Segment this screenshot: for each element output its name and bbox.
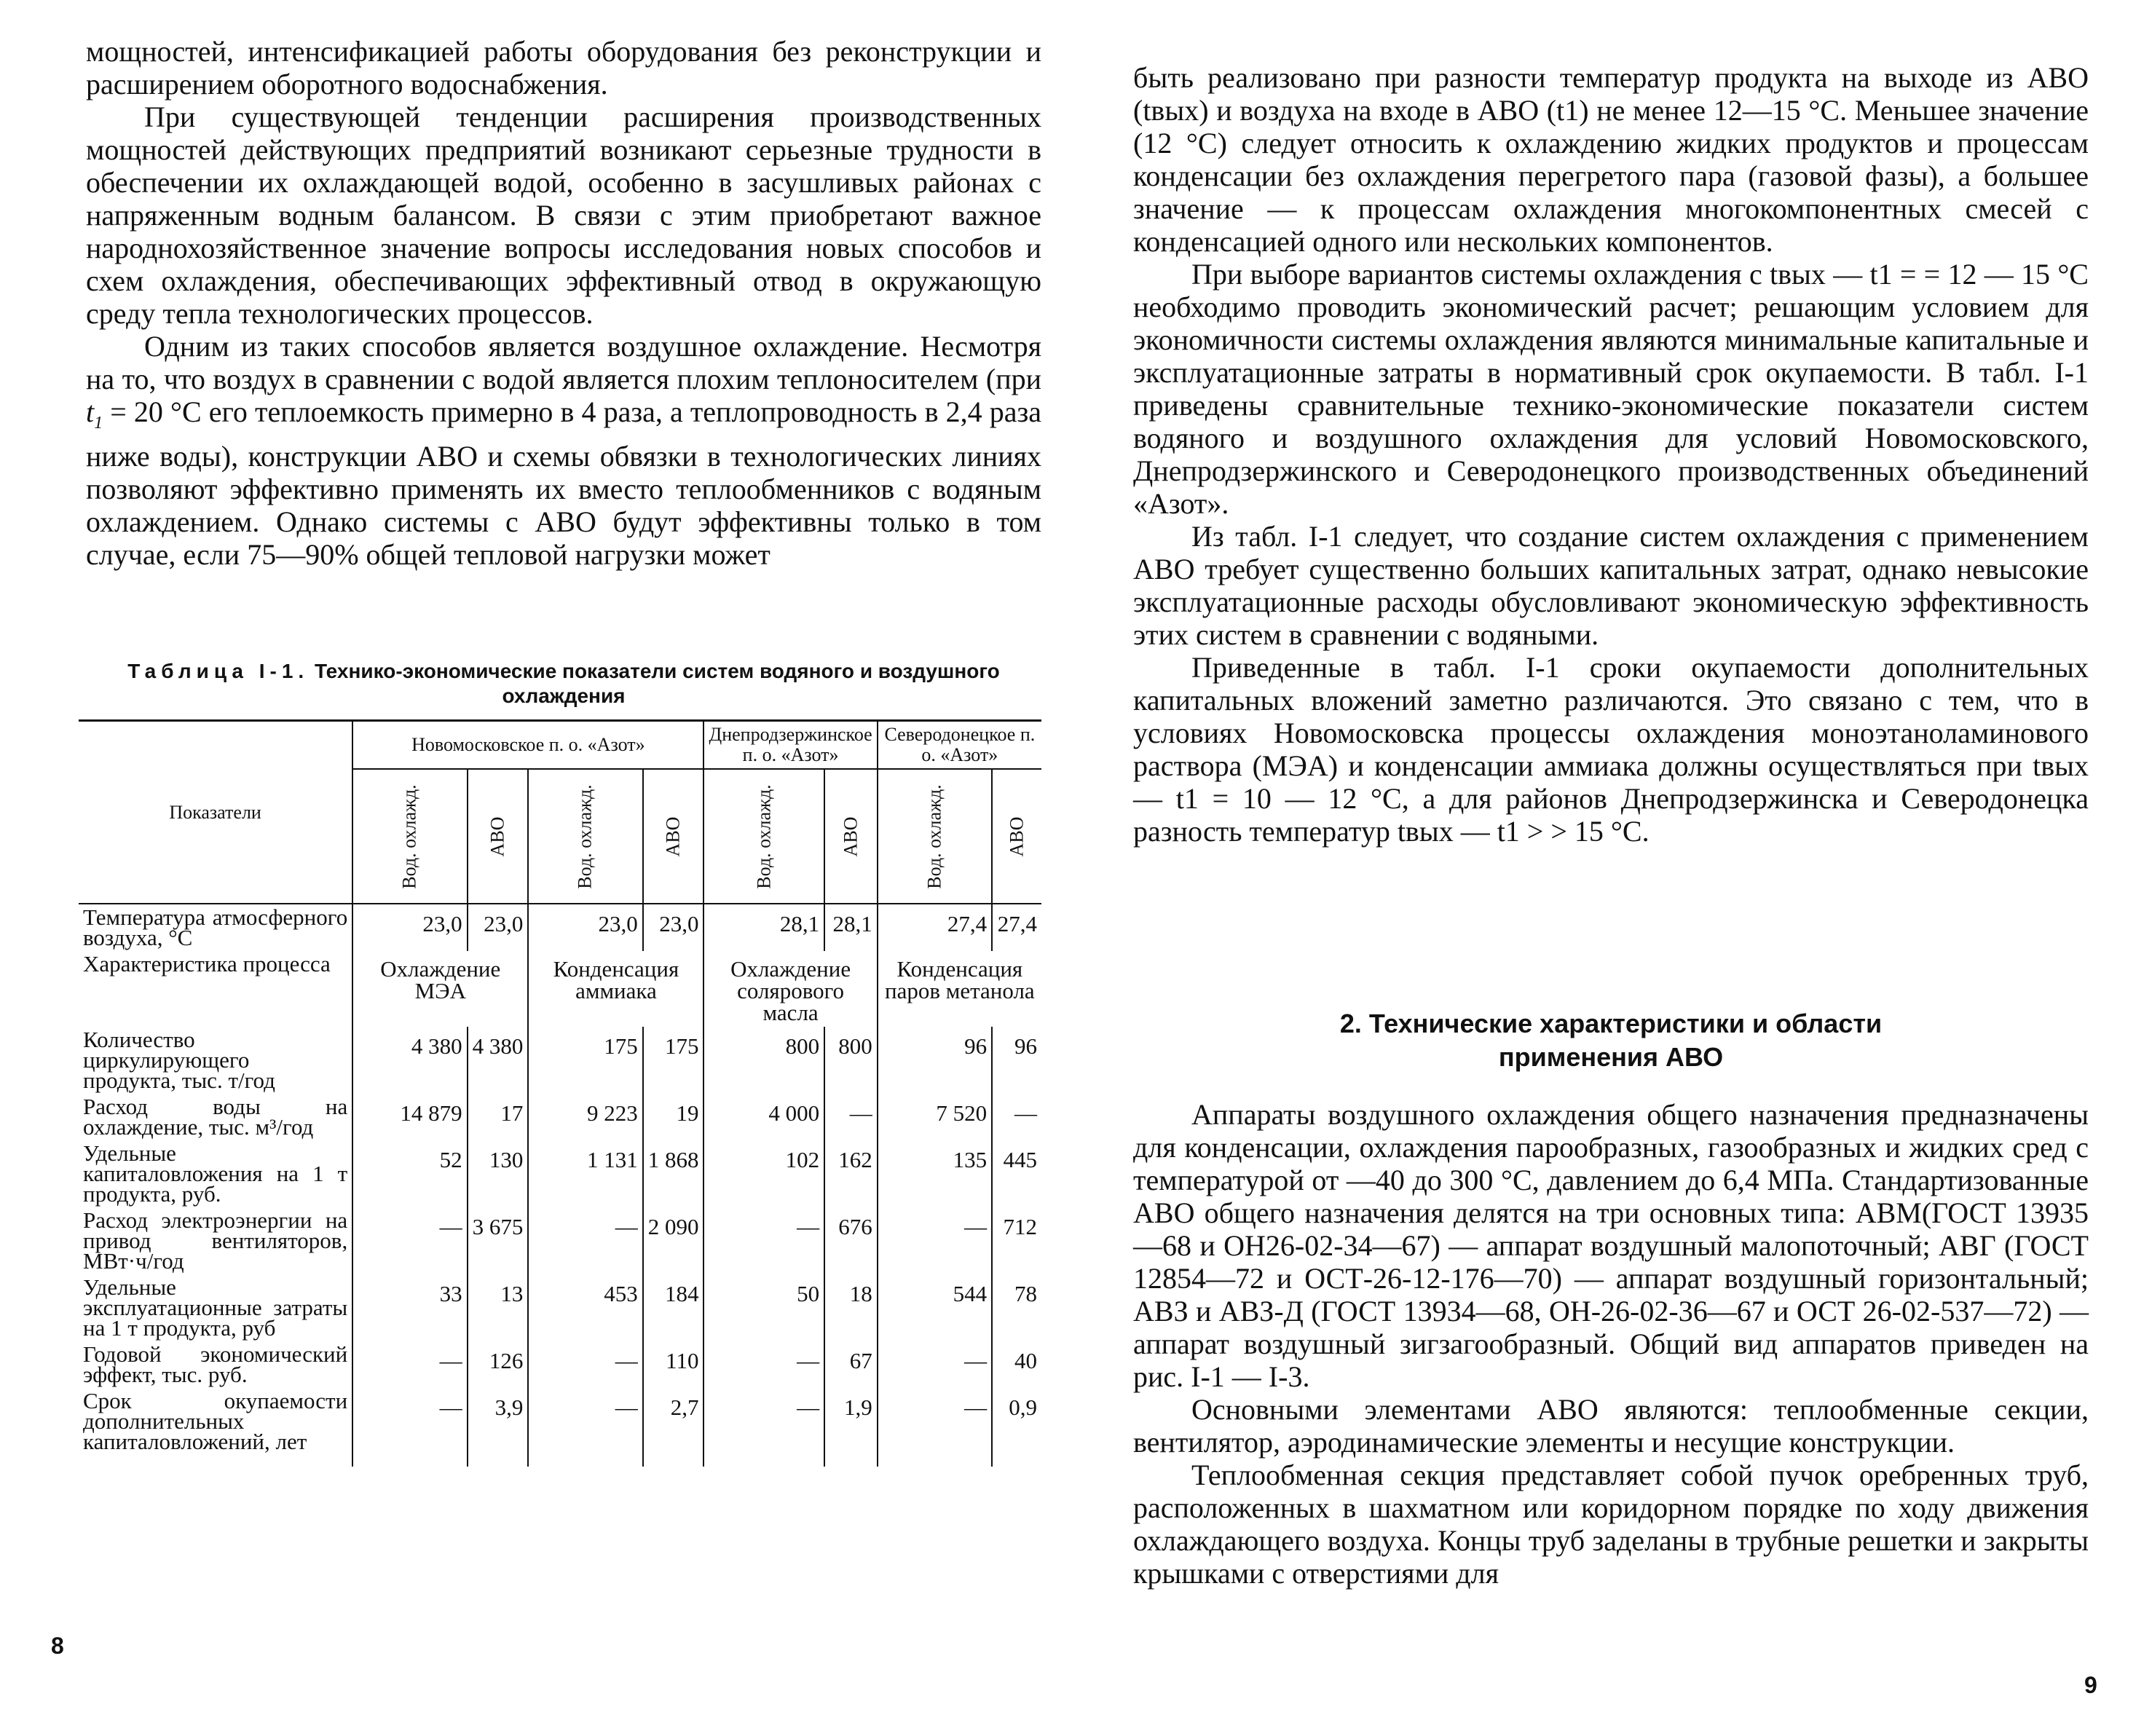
right-page [1076, 0, 2152, 1736]
cell: 3 675 [468, 1207, 529, 1274]
table-row [79, 1027, 1041, 1094]
cell: 453 [528, 1274, 642, 1341]
cell: — [352, 1207, 467, 1274]
cell: — [528, 1341, 642, 1388]
cell: 3,9 [468, 1388, 529, 1467]
table-caption-label: Таблица I-1. [127, 660, 310, 682]
table-body [79, 1027, 1041, 1467]
cell: 7 520 [878, 1094, 992, 1140]
cell: 96 [878, 1027, 992, 1094]
cell: 96 [992, 1027, 1041, 1094]
paragraph: При существующей тенденции расширения производственных мощностей действующих предприятий возникают серьезные трудности в обеспечении их охлаждающей водой, особенно в засушливых районах с напряженным водным балансом. В связи с этим приобретают важное народнохозяйственное значение вопросы исследования новых способов и схем охлаждения, обеспечивающих эффективный отвод в окружающую среду тепла технологических процессов. [86, 100, 1041, 330]
cell: 184 [643, 1274, 704, 1341]
cell: 800 [703, 1027, 824, 1094]
right-text-top [1133, 61, 2089, 848]
cell: 2 090 [643, 1207, 704, 1274]
cell: 23,0 [352, 904, 467, 951]
paragraph [86, 330, 1041, 571]
cell: 9 223 [528, 1094, 642, 1140]
cell: 130 [468, 1140, 529, 1207]
header-subcol: Вод. охлажд. [878, 769, 992, 904]
cell: 2,7 [643, 1388, 704, 1467]
cell: — [703, 1341, 824, 1388]
cell: Конденсация аммиака [528, 951, 703, 1027]
row-label: Расход электроэнергии на привод вентиляторов, МВт·ч/год [83, 1207, 348, 1274]
paragraph-part: Одним из таких способов является воздушное охлаждение. Несмотря на то, что воздух в сравнении с водой является плохим теплоносителем (при [86, 330, 1041, 395]
header-group: Новомосковское п. о. «Азот» [352, 721, 703, 770]
cell: 23,0 [468, 904, 529, 951]
table-row [79, 904, 1041, 951]
cell: Охлаждение МЭА [352, 951, 528, 1027]
header-subcol: АВО [643, 769, 704, 904]
row-label: Количество циркулирующего продукта, тыс. т/год [83, 1027, 275, 1093]
row-label: Удельные эксплуатационные затраты на 1 т продукта, руб [83, 1274, 348, 1341]
header-subcol: АВО [992, 769, 1041, 904]
paragraph: Основными элементами АВО являются: теплообменные секции, вентилятор, аэродинамические элементы и несущие конструкции. [1133, 1393, 2089, 1459]
section-heading [1133, 1007, 2089, 1074]
table-caption-title: Технико-экономические показатели систем водяного и воздушного охлаждения [314, 660, 1000, 707]
cell: 19 [643, 1094, 704, 1140]
cell: 445 [992, 1140, 1041, 1207]
table-row [79, 1094, 1041, 1140]
cell: 4 380 [468, 1027, 529, 1094]
section-heading-line: применения АВО [1498, 1042, 1724, 1072]
row-label: Характеристика процесса [83, 951, 331, 976]
cell: 135 [878, 1140, 992, 1207]
table-row [79, 1140, 1041, 1207]
subscript: 1 [94, 414, 103, 433]
cell: Конденсация паров метанола [878, 951, 1041, 1027]
cell: Охлаждение солярового масла [703, 951, 877, 1027]
cell: 78 [992, 1274, 1041, 1341]
cell: 162 [824, 1140, 878, 1207]
cell: 28,1 [824, 904, 878, 951]
header-group: Северодонецкое п. о. «Азот» [878, 721, 1041, 770]
row-label: Расход воды на охлаждение, тыс. м³/год [83, 1094, 348, 1140]
cell: 175 [528, 1027, 642, 1094]
paragraph: Из табл. I-1 следует, что создание систем охлаждения с применением АВО требует существенно больших капитальных затрат, однако невысокие эксплуатационные расходы обусловливают экономическую эффективность этих систем в сравнении с водяными. [1133, 520, 2089, 651]
table-row [79, 1207, 1041, 1274]
cell: 23,0 [643, 904, 704, 951]
cell: 14 879 [352, 1094, 467, 1140]
header-param: Показатели [79, 721, 352, 904]
data-table [79, 719, 1041, 1467]
cell: 800 [824, 1027, 878, 1094]
cell: — [878, 1341, 992, 1388]
table-row [79, 951, 1041, 1027]
cell: — [878, 1207, 992, 1274]
header-subcol: Вод. охлажд. [528, 769, 642, 904]
left-text-top [86, 35, 1041, 571]
variable: t [86, 395, 95, 428]
cell: 676 [824, 1207, 878, 1274]
cell: 18 [824, 1274, 878, 1341]
cell: 27,4 [878, 904, 992, 951]
cell: 1 131 [528, 1140, 642, 1207]
paragraph: Приведенные в табл. I-1 сроки окупаемости дополнительных капитальных вложений заметно различаются. Это связано с тем, что в условиях Новомосковска процессы охлаждения моноэтаноламинового раствора (МЭА) и конденсации аммиака должны осуществляться при tвых — t1 = 10 — 12 °С, а для районов Днепродзержинска и Северодонецка разность температур tвых — t1 > > 15 °С. [1133, 651, 2089, 848]
cell: — [352, 1388, 467, 1467]
cell: 13 [468, 1274, 529, 1341]
paragraph-part: = 20 °С его теплоемкость примерно в 4 раза, а теплопроводность в 2,4 раза ниже воды), конструкции АВО и схемы обвязки в технологических линиях позволяют эффективно применять их вместо теплообменников с водяным охлаждением. Однако системы с АВО будут эффективны только в том случае, если 75—90% общей тепловой нагрузки может [86, 395, 1041, 571]
paragraph: Аппараты воздушного охлаждения общего назначения предназначены для конденсации, охлаждения парообразных, газообразных и жидких сред с температурой от —40 до 300 °С, давлением до 6,4 МПа. Стандартизованные АВО общего назначения делятся на три основных типа: АВМ(ГОСТ 13935—68 и ОН26-02-34—67) — аппарат воздушный малопоточный; АВГ (ГОСТ 12854—72 и ОСТ-26-12-176—70) — аппарат воздушный горизонтальный; АВЗ и АВЗ-Д (ГОСТ 13934—68, ОН-26-02-36—67 и ОСТ 26-02-537—72) — аппарат воздушный зигзагообразный. Общий вид аппаратов приведен на рис. I-1 — I-3. [1133, 1098, 2089, 1393]
row-label: Температура атмосферного воздуха, °С [83, 904, 348, 950]
paragraph: быть реализовано при разности температур продукта на выходе из АВО (tвых) и воздуха на входе в АВО (t1) не менее 12—15 °С. Меньшее значение (12 °С) следует относить к охлаждению жидких продуктов и процессам конденсации без охлаждения перегретого пара (газовой фазы), а большее значение — к процессам охлаждения многокомпонентных смесей с конденсацией одного или нескольких компонентов. [1133, 61, 2089, 258]
cell: 1,9 [824, 1388, 878, 1467]
table-row [79, 1341, 1041, 1388]
cell: — [528, 1207, 642, 1274]
cell: 1 868 [643, 1140, 704, 1207]
page-number: 9 [2084, 1672, 2097, 1698]
header-subcol: Вод. охлажд. [352, 769, 467, 904]
cell: 17 [468, 1094, 529, 1140]
row-label: Годовой экономический эффект, тыс. руб. [83, 1341, 348, 1387]
page-number: 8 [51, 1633, 64, 1659]
table-caption [86, 659, 1041, 709]
cell: 27,4 [992, 904, 1041, 951]
cell: 175 [643, 1027, 704, 1094]
cell: 110 [643, 1341, 704, 1388]
cell: 28,1 [703, 904, 824, 951]
cell: 4 000 [703, 1094, 824, 1140]
cell: 544 [878, 1274, 992, 1341]
cell: 50 [703, 1274, 824, 1341]
cell: — [352, 1341, 467, 1388]
cell: — [878, 1388, 992, 1467]
header-group: Днепродзержинское п. о. «Азот» [703, 721, 877, 770]
header-subcol: АВО [824, 769, 878, 904]
cell: — [528, 1388, 642, 1467]
cell: — [703, 1207, 824, 1274]
section-heading-line: 2. Технические характеристики и области [1339, 1009, 1883, 1038]
table-row [79, 1274, 1041, 1341]
cell: 126 [468, 1341, 529, 1388]
paragraph: мощностей, интенсификацией работы оборудования без реконструкции и расширением оборотного водоснабжения. [86, 35, 1041, 100]
cell: 52 [352, 1140, 467, 1207]
cell: 67 [824, 1341, 878, 1388]
cell: 102 [703, 1140, 824, 1207]
cell: 23,0 [528, 904, 642, 951]
cell: 712 [992, 1207, 1041, 1274]
paragraph: Теплообменная секция представляет собой пучок оребренных труб, расположенных в шахматном или коридорном порядке по ходу движения охлаждающего воздуха. Концы труб заделаны в трубные решетки и закрыты крышками с отверстиями для [1133, 1459, 2089, 1590]
paragraph: При выборе вариантов системы охлаждения с tвых — t1 = = 12 — 15 °С необходимо проводить экономический расчет; решающим условием для экономичности системы охлаждения являются минимальные капитальные и эксплуатационные затраты в нормативный срок окупаемости. В табл. I-1 приведены сравнительные технико-экономические показатели систем водяного и воздушного охлаждения для условий Новомосковского, Днепродзержинского и Северодонецкого производственных объединений «Азот». [1133, 258, 2089, 520]
row-label: Срок окупаемости дополнительных капиталовложений, лет [83, 1388, 348, 1454]
cell: — [992, 1094, 1041, 1140]
cell: 0,9 [992, 1388, 1041, 1467]
cell: 33 [352, 1274, 467, 1341]
header-subcol: АВО [468, 769, 529, 904]
cell: 4 380 [352, 1027, 467, 1094]
table-row [79, 1388, 1041, 1467]
cell: — [703, 1388, 824, 1467]
row-label: Удельные капиталовложения на 1 т продукта, руб. [83, 1140, 348, 1207]
cell: 40 [992, 1341, 1041, 1388]
right-text-bottom [1133, 1098, 2089, 1590]
header-subcol: Вод. охлажд. [703, 769, 824, 904]
cell: — [824, 1094, 878, 1140]
